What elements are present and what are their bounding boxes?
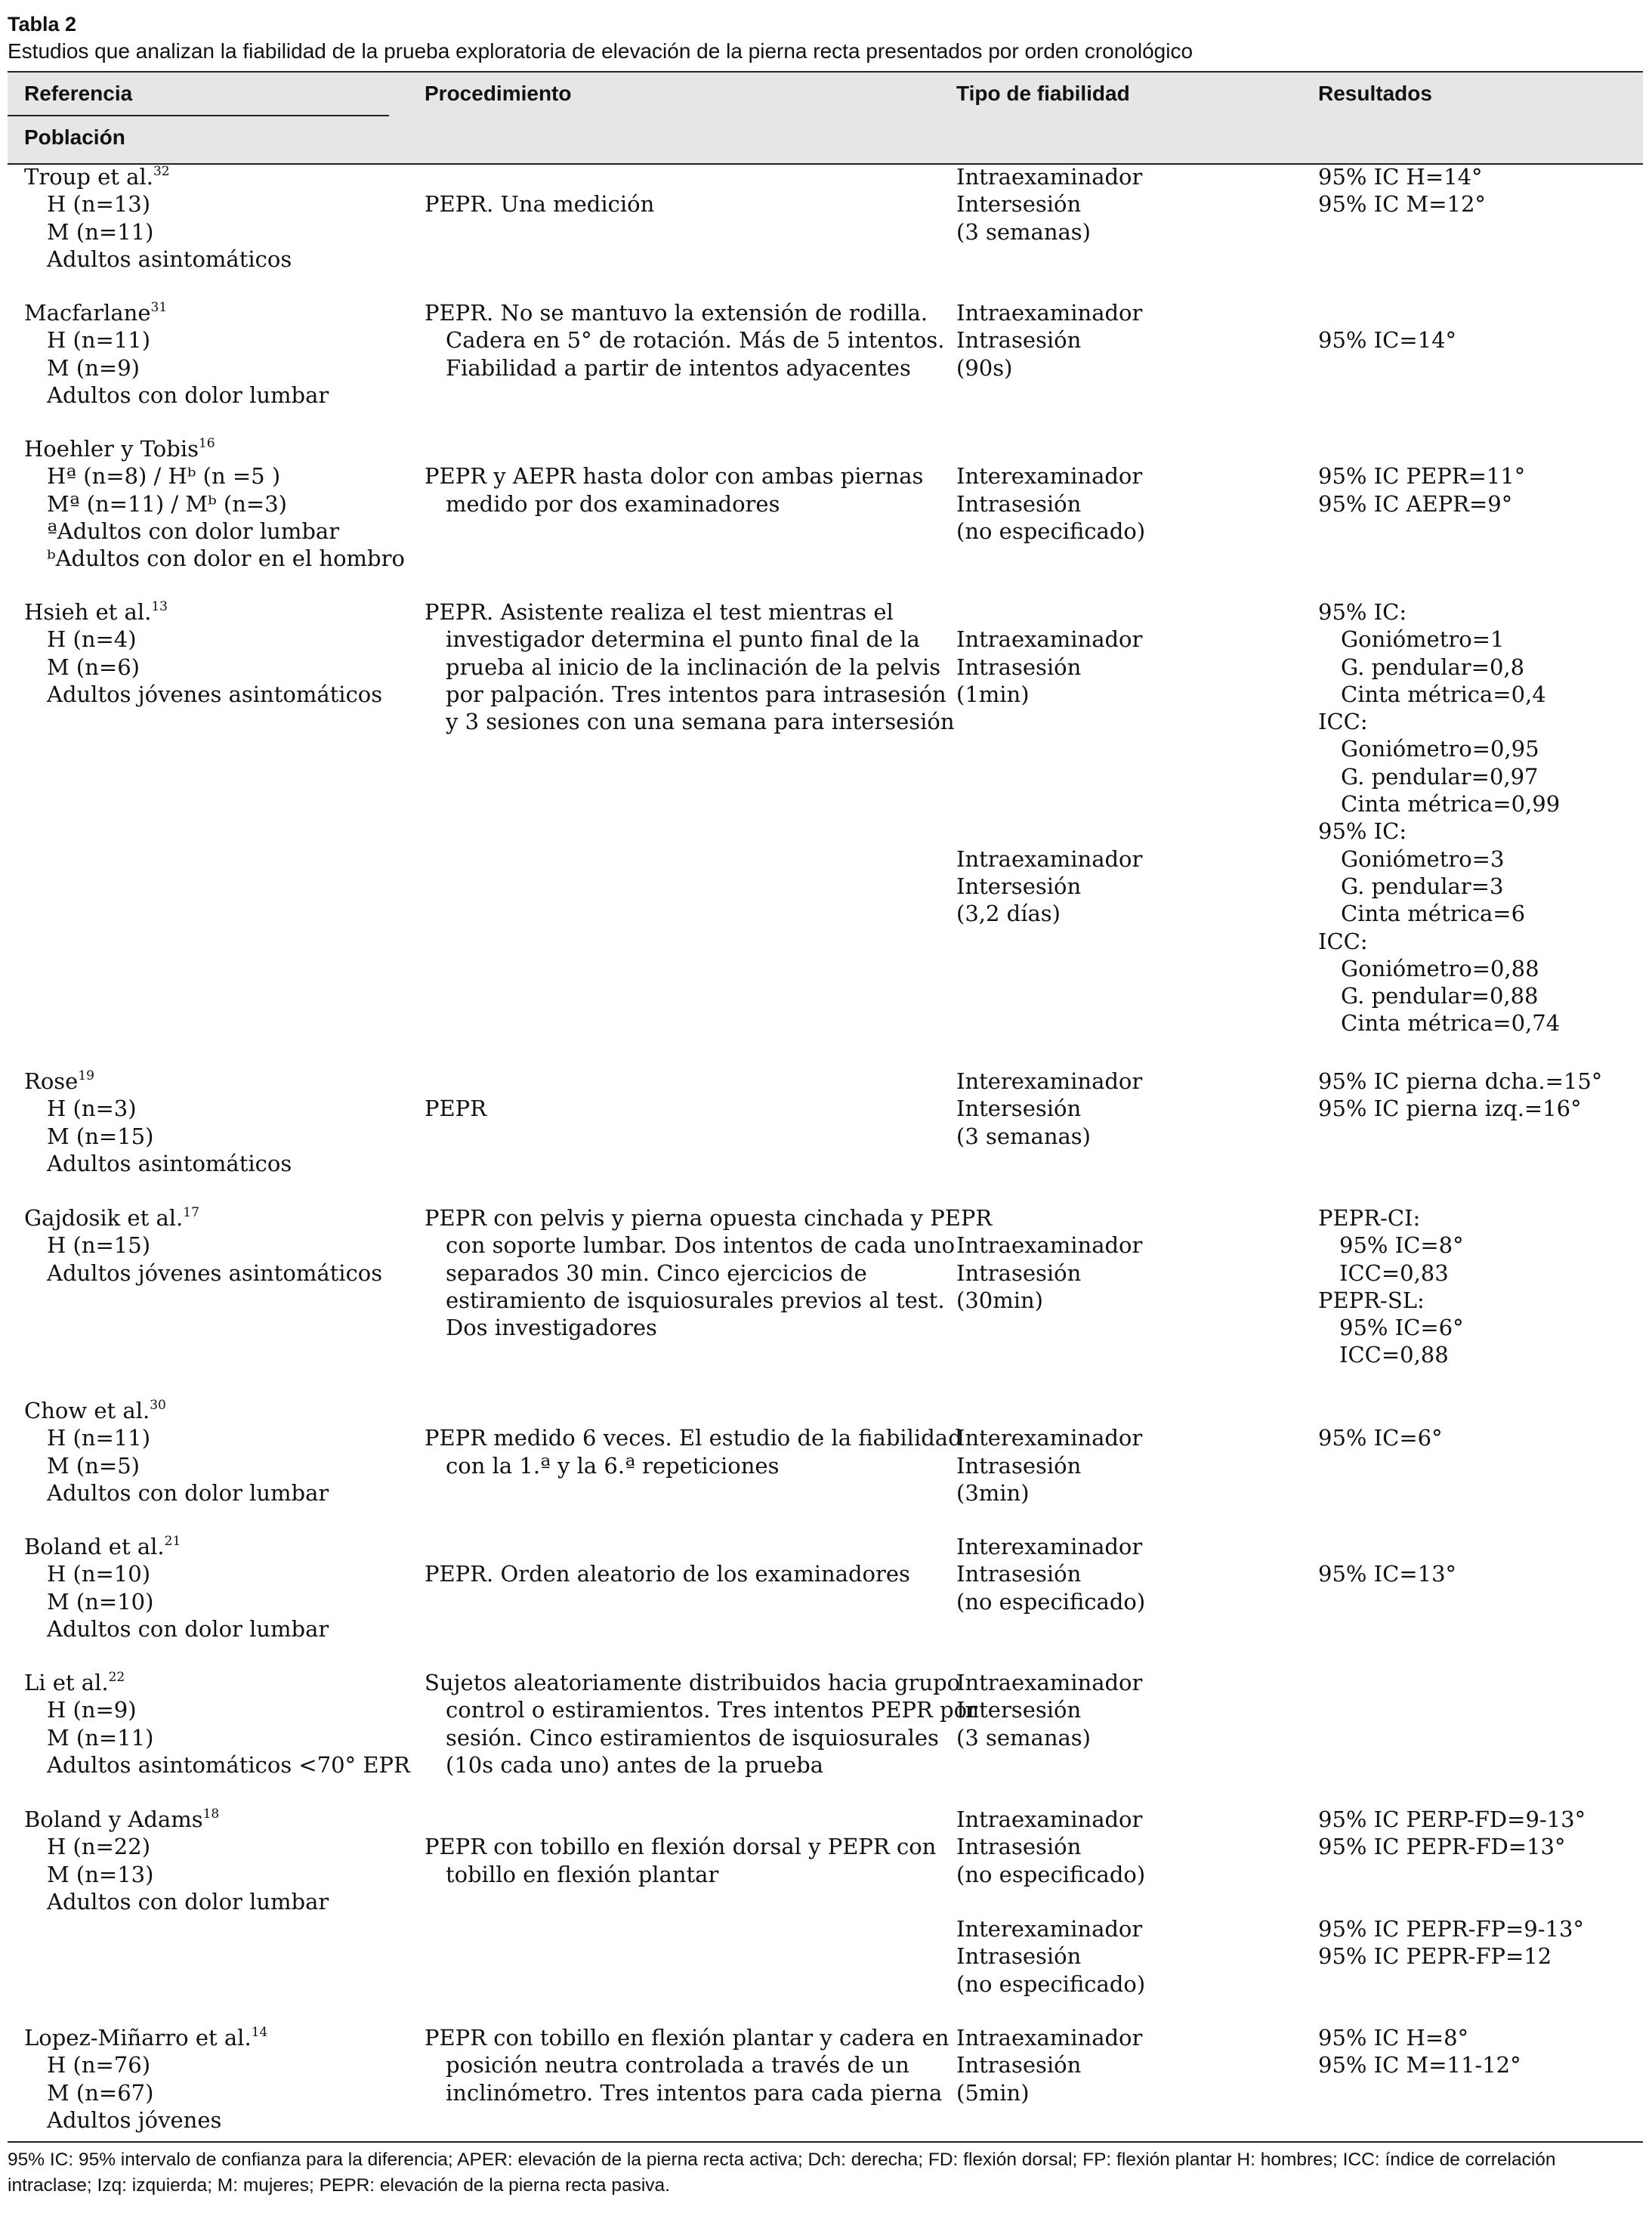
cell-results: 95% IC pierna dcha.=15° 95% IC pierna izq.=16°	[1318, 1068, 1603, 1122]
header-referencia: Referencia	[24, 82, 133, 105]
cell-procedure: PEPR y AEPR hasta dolor con ambas piernas medido por dos examinadores	[425, 463, 924, 517]
cell-procedure: Sujetos aleatoriamente distribuidos hacia grupo control o estiramientos. Tres intentos PEPR por sesión. Cinco estiramientos de isquiosurales (10s cada uno) antes de la prueba	[425, 1670, 977, 1778]
cell-results: 95% IC PEPR=11° 95% IC AEPR=9°	[1318, 463, 1526, 517]
cell-reference: Li et al.$^{22}$ H (n=9) M (n=11) Adultos asintomáticos <70° EPR	[24, 1670, 410, 1778]
cell-reliability-type: Interexaminador Intrasesión (3min)	[956, 1425, 1143, 1506]
cell-results: 95% IC H=8° 95% IC M=11-12°	[1318, 2025, 1521, 2078]
cell-procedure: PEPR	[425, 1096, 487, 1122]
table-title: Tabla 2	[8, 13, 77, 36]
table-bottom-rule	[8, 2141, 1643, 2143]
cell-procedure: PEPR medido 6 veces. El estudio de la fiabilidad con la 1.ª y la 6.ª repeticiones	[425, 1425, 962, 1479]
cell-reference: Chow et al.$^{30}$ H (n=11) M (n=5) Adultos con dolor lumbar	[24, 1398, 329, 1506]
table-footnote: 95% IC: 95% intervalo de confianza para la diferencia; APER: elevación de la pierna recta activa; Dch: derecha; FD: flexión dorsal; FP: flexión plantar H: hombres; ICC: índice de correlación intraclase; Izq: izquierda; M: mujeres; PEPR: elevación de la pierna recta pasiva.	[8, 2150, 1556, 2196]
cell-results: PEPR-CI: 95% IC=8° ICC=0,83 PEPR-SL: 95% IC=6° ICC=0,88	[1318, 1205, 1464, 1368]
header-resultados: Resultados	[1318, 82, 1432, 105]
cell-reliability-type: Intraexaminador Intersesión (3 semanas)	[956, 1670, 1143, 1751]
cell-procedure: PEPR. No se mantuvo la extensión de rodilla. Cadera en 5° de rotación. Más de 5 intentos. Fiabilidad a partir de intentos adyacentes	[425, 300, 945, 381]
cell-results: 95% IC PERP-FD=9-13° 95% IC PEPR-FD=13° 95% IC PEPR-FP=9-13° 95% IC PEPR-FP=12	[1318, 1806, 1586, 1970]
cell-reliability-type: Intraexaminador Intrasesión (1min) Intraexaminador Intersesión (3,2 días)	[956, 626, 1143, 927]
cell-results: 95% IC=14°	[1318, 327, 1457, 354]
cell-reference: Gajdosik et al.$^{17}$ H (n=15) Adultos jóvenes asintomáticos	[24, 1205, 383, 1286]
cell-reliability-type: Intraexaminador Intrasesión (no especificado) Interexaminador Intrasesión (no especificado)	[956, 1806, 1146, 1997]
cell-procedure: PEPR. Asistente realiza el test mientras el investigador determina el punto final de la prueba al inicio de la inclinación de la pelvis por palpación. Tres intentos para intrasesión y 3 sesiones con una semana para intersesión	[425, 599, 955, 735]
header-tipo: Tipo de fiabilidad	[956, 82, 1130, 105]
cell-results: 95% IC=6°	[1318, 1425, 1443, 1451]
cell-reliability-type: Intraexaminador Intrasesión (30min)	[956, 1232, 1143, 1313]
cell-reference: Boland y Adams$^{18}$ H (n=22) M (n=13) Adultos con dolor lumbar	[24, 1806, 329, 1915]
cell-results: 95% IC H=14° 95% IC M=12°	[1318, 164, 1486, 218]
cell-reliability-type: Intraexaminador Intrasesión (90s)	[956, 300, 1143, 381]
cell-reliability-type: Intraexaminador Intersesión (3 semanas)	[956, 164, 1143, 245]
cell-procedure: PEPR con tobillo en flexión plantar y cadera en posición neutra controlada a través de un inclinómetro. Tres intentos para cada pierna	[425, 2025, 950, 2106]
cell-procedure: PEPR con pelvis y pierna opuesta cinchada y PEPR con soporte lumbar. Dos intentos de cada uno separados 30 min. Cinco ejercicios de estiramiento de isquiosurales previos al test. Dos investigadores	[425, 1205, 993, 1341]
cell-reliability-type: Intraexaminador Intrasesión (5min)	[956, 2025, 1143, 2106]
cell-reliability-type: Interexaminador Intrasesión (no especificado)	[956, 1534, 1146, 1615]
header-subrule	[8, 115, 389, 116]
cell-procedure: PEPR. Una medición	[425, 191, 655, 218]
cell-results: 95% IC: Goniómetro=1 G. pendular=0,8 Cinta métrica=0,4 ICC: Goniómetro=0,95 G. pendular=0,97 Cinta métrica=0,99 95% IC: Goniómetro=3 G. pendular=3 Cinta métrica=6 ICC: Goniómetro=0,88 G. pendular=0,88 Cinta métrica=0,74	[1318, 599, 1561, 1037]
cell-reliability-type: Interexaminador Intersesión (3 semanas)	[956, 1068, 1143, 1149]
cell-reference: Rose$^{19}$ H (n=3) M (n=15) Adultos asintomáticos	[24, 1068, 292, 1176]
cell-reference: Hoehler y Tobis$^{16}$ Hª (n=8) / Hᵇ (n =5 ) Mª (n=11) / Mᵇ (n=3) ªAdultos con dolor lumbar ᵇAdultos con dolor en el hombro	[24, 436, 405, 572]
cell-procedure: PEPR con tobillo en flexión dorsal y PEPR con tobillo en flexión plantar	[425, 1834, 937, 1887]
table-header	[8, 71, 1643, 165]
header-procedimiento: Procedimiento	[425, 82, 572, 105]
cell-procedure: PEPR. Orden aleatorio de los examinadores	[425, 1561, 910, 1587]
table-caption: Estudios que analizan la fiabilidad de la prueba exploratoria de elevación de la pierna recta presentados por orden cronológico	[8, 39, 1193, 63]
cell-reference: Macfarlane$^{31}$ H (n=11) M (n=9) Adultos con dolor lumbar	[24, 300, 329, 408]
cell-reference: Boland et al.$^{21}$ H (n=10) M (n=10) Adultos con dolor lumbar	[24, 1534, 329, 1642]
header-poblacion: Población	[24, 125, 125, 149]
cell-reference: Troup et al.$^{32}$ H (n=13) M (n=11) Adultos asintomáticos	[24, 164, 292, 272]
cell-reliability-type: Interexaminador Intrasesión (no especificado)	[956, 463, 1146, 544]
cell-reference: Hsieh et al.$^{13}$ H (n=4) M (n=6) Adultos jóvenes asintomáticos	[24, 599, 383, 707]
cell-results: 95% IC=13°	[1318, 1561, 1457, 1587]
cell-reference: Lopez-Miñarro et al.$^{14}$ H (n=76) M (n=67) Adultos jóvenes	[24, 2025, 268, 2133]
